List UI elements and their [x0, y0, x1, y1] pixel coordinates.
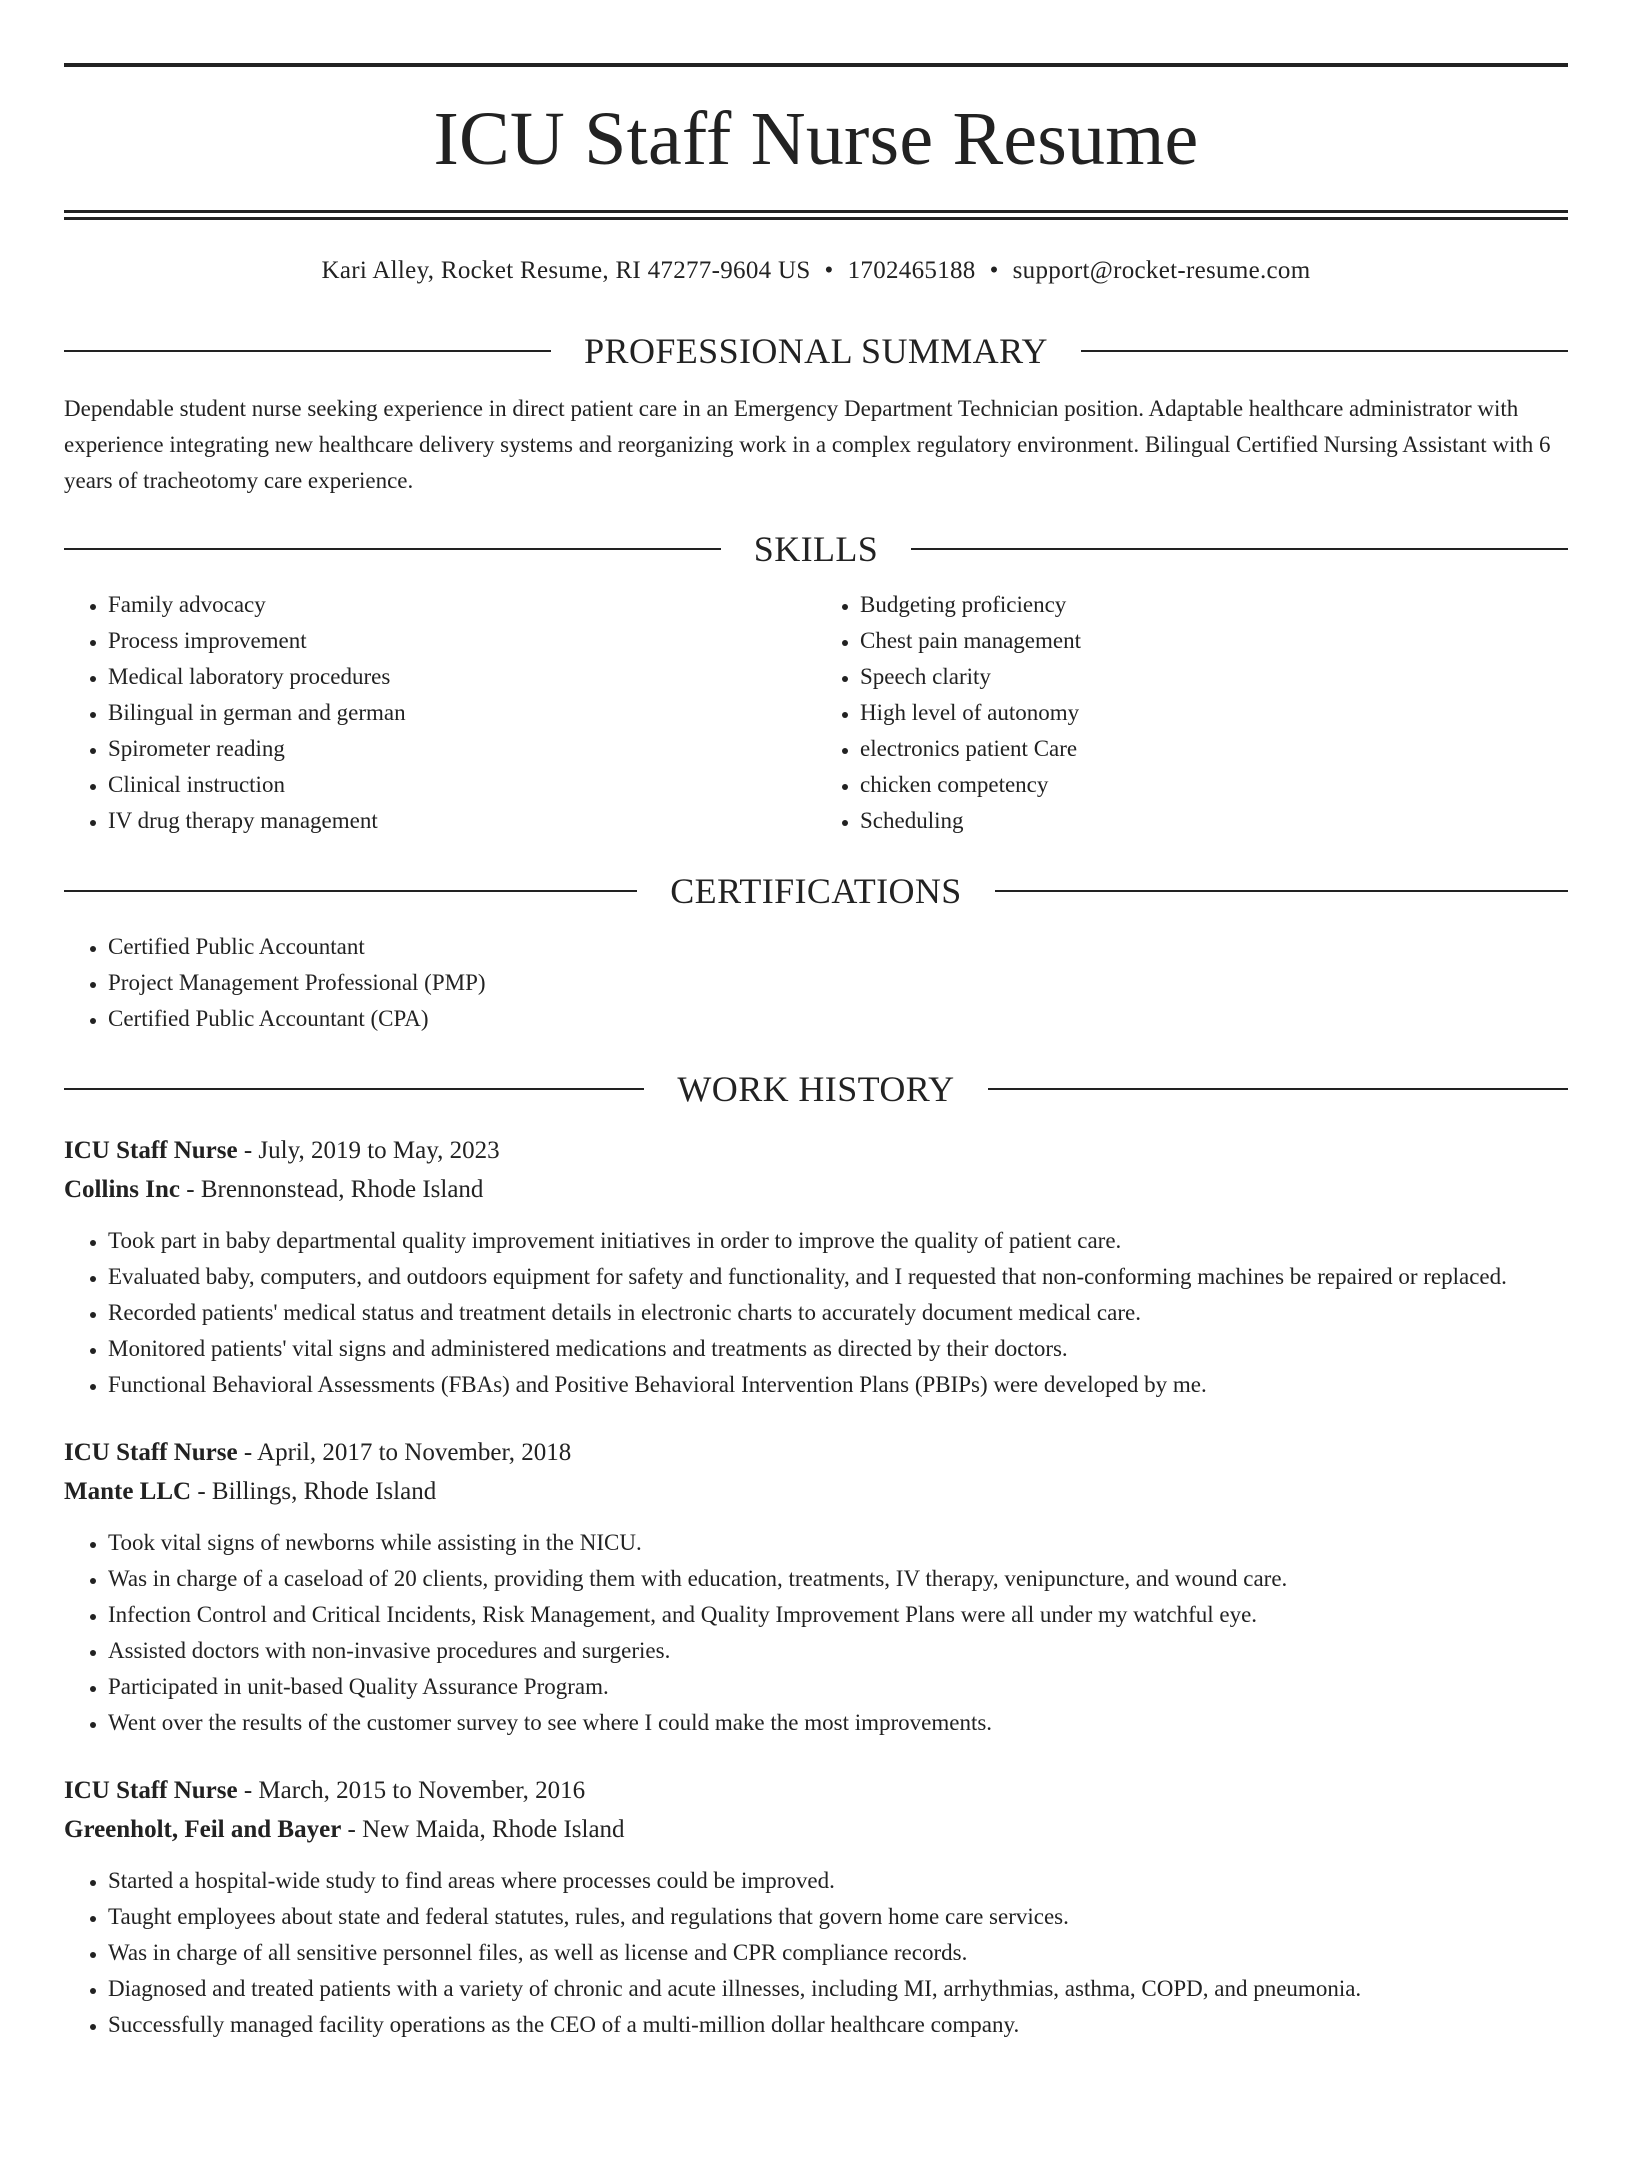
job-bullets	[64, 1863, 1568, 2043]
job-title: ICU Staff Nurse	[64, 1439, 238, 1466]
job-entry	[64, 1433, 1568, 1741]
job-title-line	[64, 1771, 1568, 1810]
heading-rule-right	[1081, 350, 1568, 352]
job-bullet: • Infection Control and Critical Incidents, Risk Management, and Quality Improvement Plans were all under my watchful eye.	[108, 1597, 1568, 1633]
job-bullet: • Taught employees about state and federal statutes, rules, and regulations that govern home care services.	[108, 1899, 1568, 1935]
heading-rule-right	[995, 890, 1568, 892]
skill-item: • Bilingual in german and german	[108, 695, 816, 731]
job-location: - Brennonstead, Rhode Island	[180, 1176, 484, 1203]
heading-rule-left	[64, 890, 637, 892]
job-company-line	[64, 1810, 1568, 1849]
contact-email: support@rocket-resume.com	[1012, 257, 1311, 284]
job-company: Greenholt, Feil and Bayer	[64, 1816, 342, 1843]
job-entry	[64, 1771, 1568, 2043]
job-bullet: • Was in charge of all sensitive personnel files, as well as license and CPR compliance records.	[108, 1935, 1568, 1971]
certification-item: • Certified Public Accountant (CPA)	[108, 1001, 1568, 1037]
skill-item: • Speech clarity	[860, 659, 1568, 695]
heading-rule-left	[64, 350, 551, 352]
job-bullets	[64, 1525, 1568, 1741]
job-entry	[64, 1131, 1568, 1403]
skills-columns	[64, 587, 1568, 839]
job-bullet: • Diagnosed and treated patients with a variety of chronic and acute illnesses, including MI, arrhythmias, asthma, COPD, and pneumonia.	[108, 1971, 1568, 2007]
skills-heading	[64, 531, 1568, 567]
skill-item: • Spirometer reading	[108, 731, 816, 767]
job-bullet: • Functional Behavioral Assessments (FBAs) and Positive Behavioral Intervention Plans (PBIPs) were developed by me.	[108, 1367, 1568, 1403]
contact-line	[64, 258, 1568, 283]
job-bullets	[64, 1223, 1568, 1403]
resume-page	[0, 63, 1632, 2175]
skills-heading-label: SKILLS	[753, 529, 879, 569]
skill-item: • electronics patient Care	[860, 731, 1568, 767]
skill-item: • Budgeting proficiency	[860, 587, 1568, 623]
title-double-divider	[64, 210, 1568, 220]
certification-item: • Certified Public Accountant	[108, 929, 1568, 965]
heading-rule-left	[64, 1088, 644, 1090]
skill-item: • Medical laboratory procedures	[108, 659, 816, 695]
contact-phone: 1702465188	[847, 257, 976, 284]
job-title-line	[64, 1433, 1568, 1472]
skills-list-right	[816, 587, 1568, 839]
skill-item: • Family advocacy	[108, 587, 816, 623]
resume-title: ICU Staff Nurse Resume	[433, 97, 1199, 181]
job-title-line	[64, 1131, 1568, 1170]
job-company: Mante LLC	[64, 1478, 192, 1505]
job-bullet: • Was in charge of a caseload of 20 clients, providing them with education, treatments, IV therapy, venipuncture, and wound care.	[108, 1561, 1568, 1597]
certifications-heading-label: CERTIFICATIONS	[670, 871, 962, 911]
certifications-list	[64, 929, 1568, 1037]
heading-rule-left	[64, 548, 721, 550]
summary-heading	[64, 333, 1568, 369]
skill-item: • Process improvement	[108, 623, 816, 659]
job-dates: - July, 2019 to May, 2023	[237, 1137, 500, 1164]
job-bullet: • Monitored patients' vital signs and administered medications and treatments as directed by their doctors.	[108, 1331, 1568, 1367]
certification-item: • Project Management Professional (PMP)	[108, 965, 1568, 1001]
heading-rule-right	[988, 1088, 1568, 1090]
summary-heading-label: PROFESSIONAL SUMMARY	[584, 331, 1048, 371]
certifications-heading	[64, 873, 1568, 909]
job-dates: - April, 2017 to November, 2018	[237, 1439, 572, 1466]
job-bullet: • Took part in baby departmental quality improvement initiatives in order to improve the quality of patient care.	[108, 1223, 1568, 1259]
job-bullet: • Evaluated baby, computers, and outdoors equipment for safety and functionality, and I requested that non-conforming machines be repaired or replaced.	[108, 1259, 1568, 1295]
job-location: - New Maida, Rhode Island	[341, 1816, 625, 1843]
job-location: - Billings, Rhode Island	[191, 1478, 437, 1505]
skill-item: • IV drug therapy management	[108, 803, 816, 839]
skill-item: • chicken competency	[860, 767, 1568, 803]
job-bullet: • Went over the results of the customer survey to see where I could make the most improvements.	[108, 1705, 1568, 1741]
summary-text: Dependable student nurse seeking experience in direct patient care in an Emergency Department Technician position. Adaptable healthcare administrator with experience integrating new healthcare delivery systems and reorganizing work in a complex regulatory environment. Bilingual Certified Nursing Assistant with 6 years of tracheotomy care experience.	[64, 396, 1551, 493]
work-history-heading-label: WORK HISTORY	[677, 1069, 955, 1109]
job-bullet: • Assisted doctors with non-invasive procedures and surgeries.	[108, 1633, 1568, 1669]
skill-item: • High level of autonomy	[860, 695, 1568, 731]
contact-address: Kari Alley, Rocket Resume, RI 47277-9604 US	[321, 257, 811, 284]
skill-item: • Scheduling	[860, 803, 1568, 839]
top-divider	[64, 63, 1568, 67]
job-company: Collins Inc	[64, 1176, 181, 1203]
skill-item: • Clinical instruction	[108, 767, 816, 803]
bullet-separator: •	[989, 257, 999, 284]
job-bullet: • Took vital signs of newborns while assisting in the NICU.	[108, 1525, 1568, 1561]
job-dates: - March, 2015 to November, 2016	[237, 1777, 586, 1804]
job-company-line	[64, 1472, 1568, 1511]
skills-list-left	[64, 587, 816, 839]
job-bullet: • Started a hospital-wide study to find areas where processes could be improved.	[108, 1863, 1568, 1899]
job-bullet: • Successfully managed facility operations as the CEO of a multi-million dollar healthcare company.	[108, 2007, 1568, 2043]
job-company-line	[64, 1170, 1568, 1209]
heading-rule-right	[911, 548, 1568, 550]
job-bullet: • Participated in unit-based Quality Assurance Program.	[108, 1669, 1568, 1705]
bullet-separator: •	[824, 257, 834, 284]
skill-item: • Chest pain management	[860, 623, 1568, 659]
job-title: ICU Staff Nurse	[64, 1137, 238, 1164]
job-title: ICU Staff Nurse	[64, 1777, 238, 1804]
work-history-heading	[64, 1071, 1568, 1107]
job-bullet: • Recorded patients' medical status and treatment details in electronic charts to accurately document medical care.	[108, 1295, 1568, 1331]
